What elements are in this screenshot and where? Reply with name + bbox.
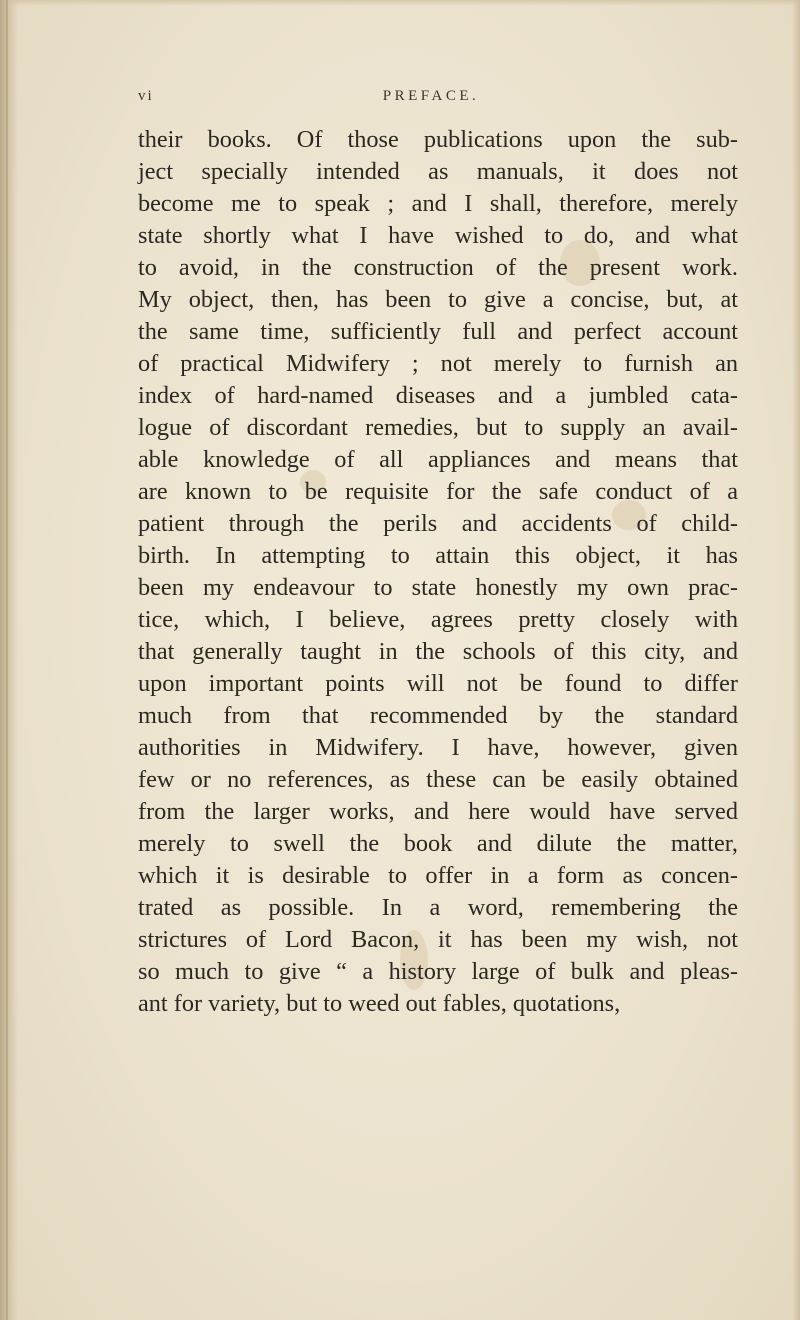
text-line: are known to be requisite for the safe conduct of a	[138, 478, 738, 505]
text-line: My object, then, has been to give a concise, but, at	[138, 286, 738, 313]
body-text	[138, 124, 738, 1020]
text-line: strictures of Lord Bacon, it has been my wish, not	[138, 926, 738, 953]
text-line: so much to give “ a history large of bulk and pleas-	[138, 958, 738, 985]
text-line: from the larger works, and here would have served	[138, 798, 738, 825]
text-line: ject specially intended as manuals, it does not	[138, 158, 738, 185]
text-line: index of hard-named diseases and a jumbled cata-	[138, 382, 738, 409]
running-head	[136, 88, 726, 112]
text-line: patient through the perils and accidents of child-	[138, 510, 738, 537]
text-line: few or no references, as these can be easily obtained	[138, 766, 738, 793]
text-line: authorities in Midwifery. I have, however, given	[138, 734, 738, 761]
text-line: upon important points will not be found to differ	[138, 670, 738, 697]
text-line: which it is desirable to offer in a form as concen-	[138, 862, 738, 889]
text-line: state shortly what I have wished to do, and what	[138, 222, 738, 249]
page-right-edge	[792, 0, 800, 1320]
text-line: trated as possible. In a word, remembering the	[138, 894, 738, 921]
page-number: vi	[138, 88, 154, 104]
text-line: to avoid, in the construction of the present work.	[138, 254, 738, 281]
text-line: able knowledge of all appliances and means that	[138, 446, 738, 473]
page-top-edge	[0, 0, 800, 6]
text-line: the same time, sufficiently full and perfect account	[138, 318, 738, 345]
text-line: been my endeavour to state honestly my own prac-	[138, 574, 738, 601]
running-title: PREFACE.	[382, 88, 480, 104]
text-line: tice, which, I believe, agrees pretty closely with	[138, 606, 738, 633]
text-line: logue of discordant remedies, but to supply an avail-	[138, 414, 738, 441]
text-line: their books. Of those publications upon the sub-	[138, 126, 738, 153]
text-line: become me to speak ; and I shall, therefore, merely	[138, 190, 738, 217]
text-line: birth. In attempting to attain this object, it has	[138, 542, 738, 569]
text-line: merely to swell the book and dilute the matter,	[138, 830, 738, 857]
text-line: that generally taught in the schools of this city, and	[138, 638, 738, 665]
binding-line	[6, 0, 8, 1320]
binding-gutter	[0, 0, 18, 1320]
text-line: much from that recommended by the standard	[138, 702, 738, 729]
text-line: ant for variety, but to weed out fables, quotations,	[138, 990, 621, 1017]
text-line: of practical Midwifery ; not merely to furnish an	[138, 350, 738, 377]
